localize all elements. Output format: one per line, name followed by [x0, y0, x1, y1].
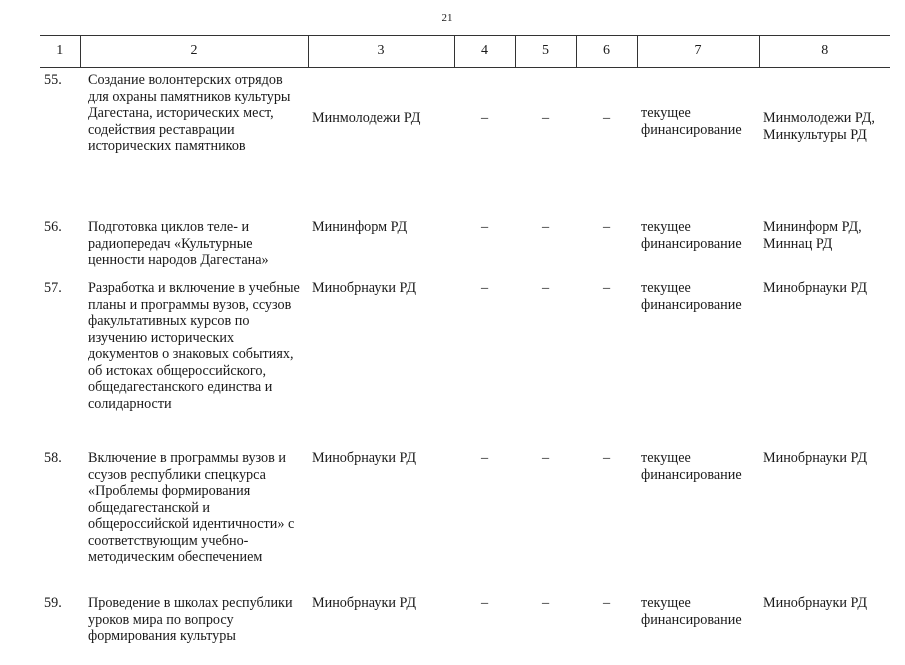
cell-col6: –	[602, 450, 611, 466]
page-number: 21	[441, 12, 453, 24]
measures-table	[40, 35, 890, 665]
cell-col6: –	[602, 110, 611, 126]
cell-col4: –	[480, 219, 489, 235]
measure-name: Создание волонтерских отрядов для охраны памятников культуры Дагестана, исторических мест, содействия реставрации исторических памятников	[88, 72, 291, 154]
responsible: Минобрнауки РД	[763, 450, 868, 466]
column-header-1: 1	[40, 36, 80, 68]
row-number: 55.	[44, 72, 62, 88]
executor: Минобрнауки РД	[312, 595, 417, 611]
cell-col6: –	[602, 280, 611, 296]
cell-col5: –	[541, 110, 550, 126]
row-number: 57.	[44, 280, 62, 296]
responsible: Минмолодежи РД, Минкультуры РД	[763, 110, 875, 143]
responsible: Минобрнауки РД	[763, 280, 868, 296]
column-header-4: 4	[454, 36, 515, 68]
financing: текущее финансирование	[641, 595, 742, 628]
financing: текущее финансирование	[641, 219, 742, 252]
cell-col4: –	[480, 110, 489, 126]
measure-name: Проведение в школах республики уроков мира по вопросу формирования культуры	[88, 595, 293, 644]
measure-name: Подготовка циклов теле- и радиопередач «Культурные ценности народов Дагестана»	[88, 219, 269, 268]
row-number: 56.	[44, 219, 62, 235]
cell-col5: –	[541, 219, 550, 235]
measure-name: Включение в программы вузов и ссузов республики спецкурса «Проблемы формирования общедагестанской и общероссийской идентичности» с соответствующим учебно-методическим обеспечением	[88, 450, 295, 565]
table-header-row	[40, 36, 890, 68]
cell-col6: –	[602, 219, 611, 235]
cell-col5: –	[541, 595, 550, 611]
row-number: 58.	[44, 450, 62, 466]
financing: текущее финансирование	[641, 280, 742, 313]
cell-col5: –	[541, 280, 550, 296]
table-row	[40, 68, 890, 208]
row-number: 59.	[44, 595, 62, 611]
responsible: Мининформ РД, Миннац РД	[763, 219, 862, 252]
responsible: Минобрнауки РД	[763, 595, 868, 611]
column-header-3: 3	[308, 36, 454, 68]
column-header-6: 6	[576, 36, 637, 68]
executor: Мининформ РД	[312, 219, 408, 235]
cell-col4: –	[480, 280, 489, 296]
financing: текущее финансирование	[641, 450, 742, 483]
executor: Минмолодежи РД	[312, 110, 421, 126]
executor: Минобрнауки РД	[312, 450, 417, 466]
financing: текущее финансирование	[641, 105, 742, 138]
cell-col4: –	[480, 450, 489, 466]
measure-name: Разработка и включение в учебные планы и программы вузов, ссузов факультативных курсов по изучению исторических документов о знаковых событиях, об истоках общероссийского, общедагестанского единства и солидарности	[88, 280, 300, 412]
cell-col5: –	[541, 450, 550, 466]
column-header-5: 5	[515, 36, 576, 68]
executor: Минобрнауки РД	[312, 280, 417, 296]
table-row	[40, 274, 890, 446]
table-row	[40, 587, 890, 665]
cell-col4: –	[480, 595, 489, 611]
table-row	[40, 207, 890, 274]
column-header-2: 2	[80, 36, 308, 68]
cell-col6: –	[602, 595, 611, 611]
column-header-8: 8	[759, 36, 890, 68]
column-header-7: 7	[637, 36, 759, 68]
table-row	[40, 446, 890, 587]
